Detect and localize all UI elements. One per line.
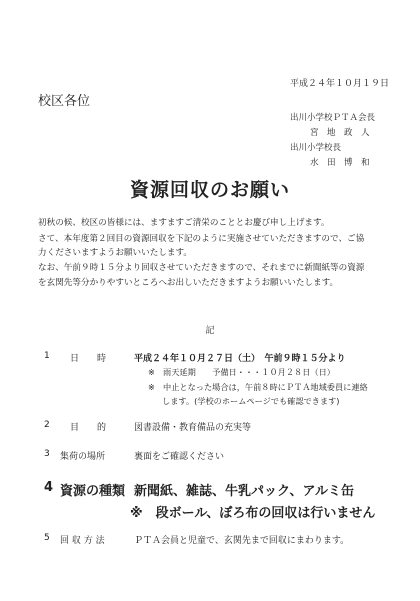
addressee: 校区各位: [38, 94, 91, 109]
item-3-value: 裏面をご確認ください: [134, 452, 225, 462]
sender-pta-name: 宮 地 政 人: [310, 128, 370, 138]
item-2-number: 2: [44, 420, 50, 430]
item-4-label: 資源の種類: [60, 484, 126, 499]
item-3-label: 集荷の場所: [60, 452, 106, 462]
item-1-note-1: ※ 雨天延期 予備日・・・１０月２８日（日）: [148, 367, 335, 377]
item-1-label: 日 時: [70, 354, 107, 364]
body-paragraph-2-line-1: さて、本年度第２回目の資源回収を下記のように実施させていただきますので、ご協: [38, 234, 365, 244]
item-3-number: 3: [44, 449, 50, 459]
item-2-value: 図書設備・教育備品の充実等: [134, 423, 252, 433]
item-4-note: ※ 段ボール、ぼろ布の回収は行いません: [130, 506, 376, 521]
ki-heading: 記: [205, 326, 215, 336]
sender-principal-name: 水 田 博 和: [310, 158, 370, 168]
item-1-value: 平成２４年１０月２７日（土） 午前９時１５分より: [134, 354, 346, 364]
item-1-note-3: します。(学校のホームページでも確認できます): [162, 396, 340, 406]
document-title: 資源回収のお願い: [129, 179, 290, 201]
body-paragraph-3-line-1: なお、午前９時１５分より回収させていただきますので、それまでに新聞紙等の資源: [38, 263, 365, 273]
item-2-label: 目 的: [70, 423, 107, 433]
body-paragraph-3-line-2: を玄関先等分かりやすいところへお出しいただきますようお願いいたします。: [38, 278, 339, 288]
item-1-number: 1: [44, 351, 50, 361]
body-paragraph-2-line-2: 力くださいますようお願いいたします。: [38, 248, 193, 258]
notice-date: 平成２４年１０月１９日: [290, 79, 390, 89]
item-1-note-2: ※ 中止となった場合は，午前８時にＰＴＡ地域委員に連絡: [148, 382, 368, 392]
item-4-value: 新聞紙、雑誌、牛乳パック、アルミ缶: [134, 484, 354, 499]
body-paragraph-1: 初秋の候、校区の皆様には、ますますご清栄のこととお慶び申し上げます。: [38, 218, 330, 228]
item-5-label: 回 収 方 法: [60, 536, 105, 546]
sender-pta-title: 出川小学校ＰＴＡ会長: [290, 113, 376, 123]
item-5-number: 5: [44, 533, 50, 543]
sender-principal-title: 出川小学校長: [290, 143, 342, 153]
item-4-number: 4: [44, 480, 54, 495]
item-5-value: ＰＴＡ会員と児童で、玄関先まで回収にまわります。: [134, 536, 350, 546]
